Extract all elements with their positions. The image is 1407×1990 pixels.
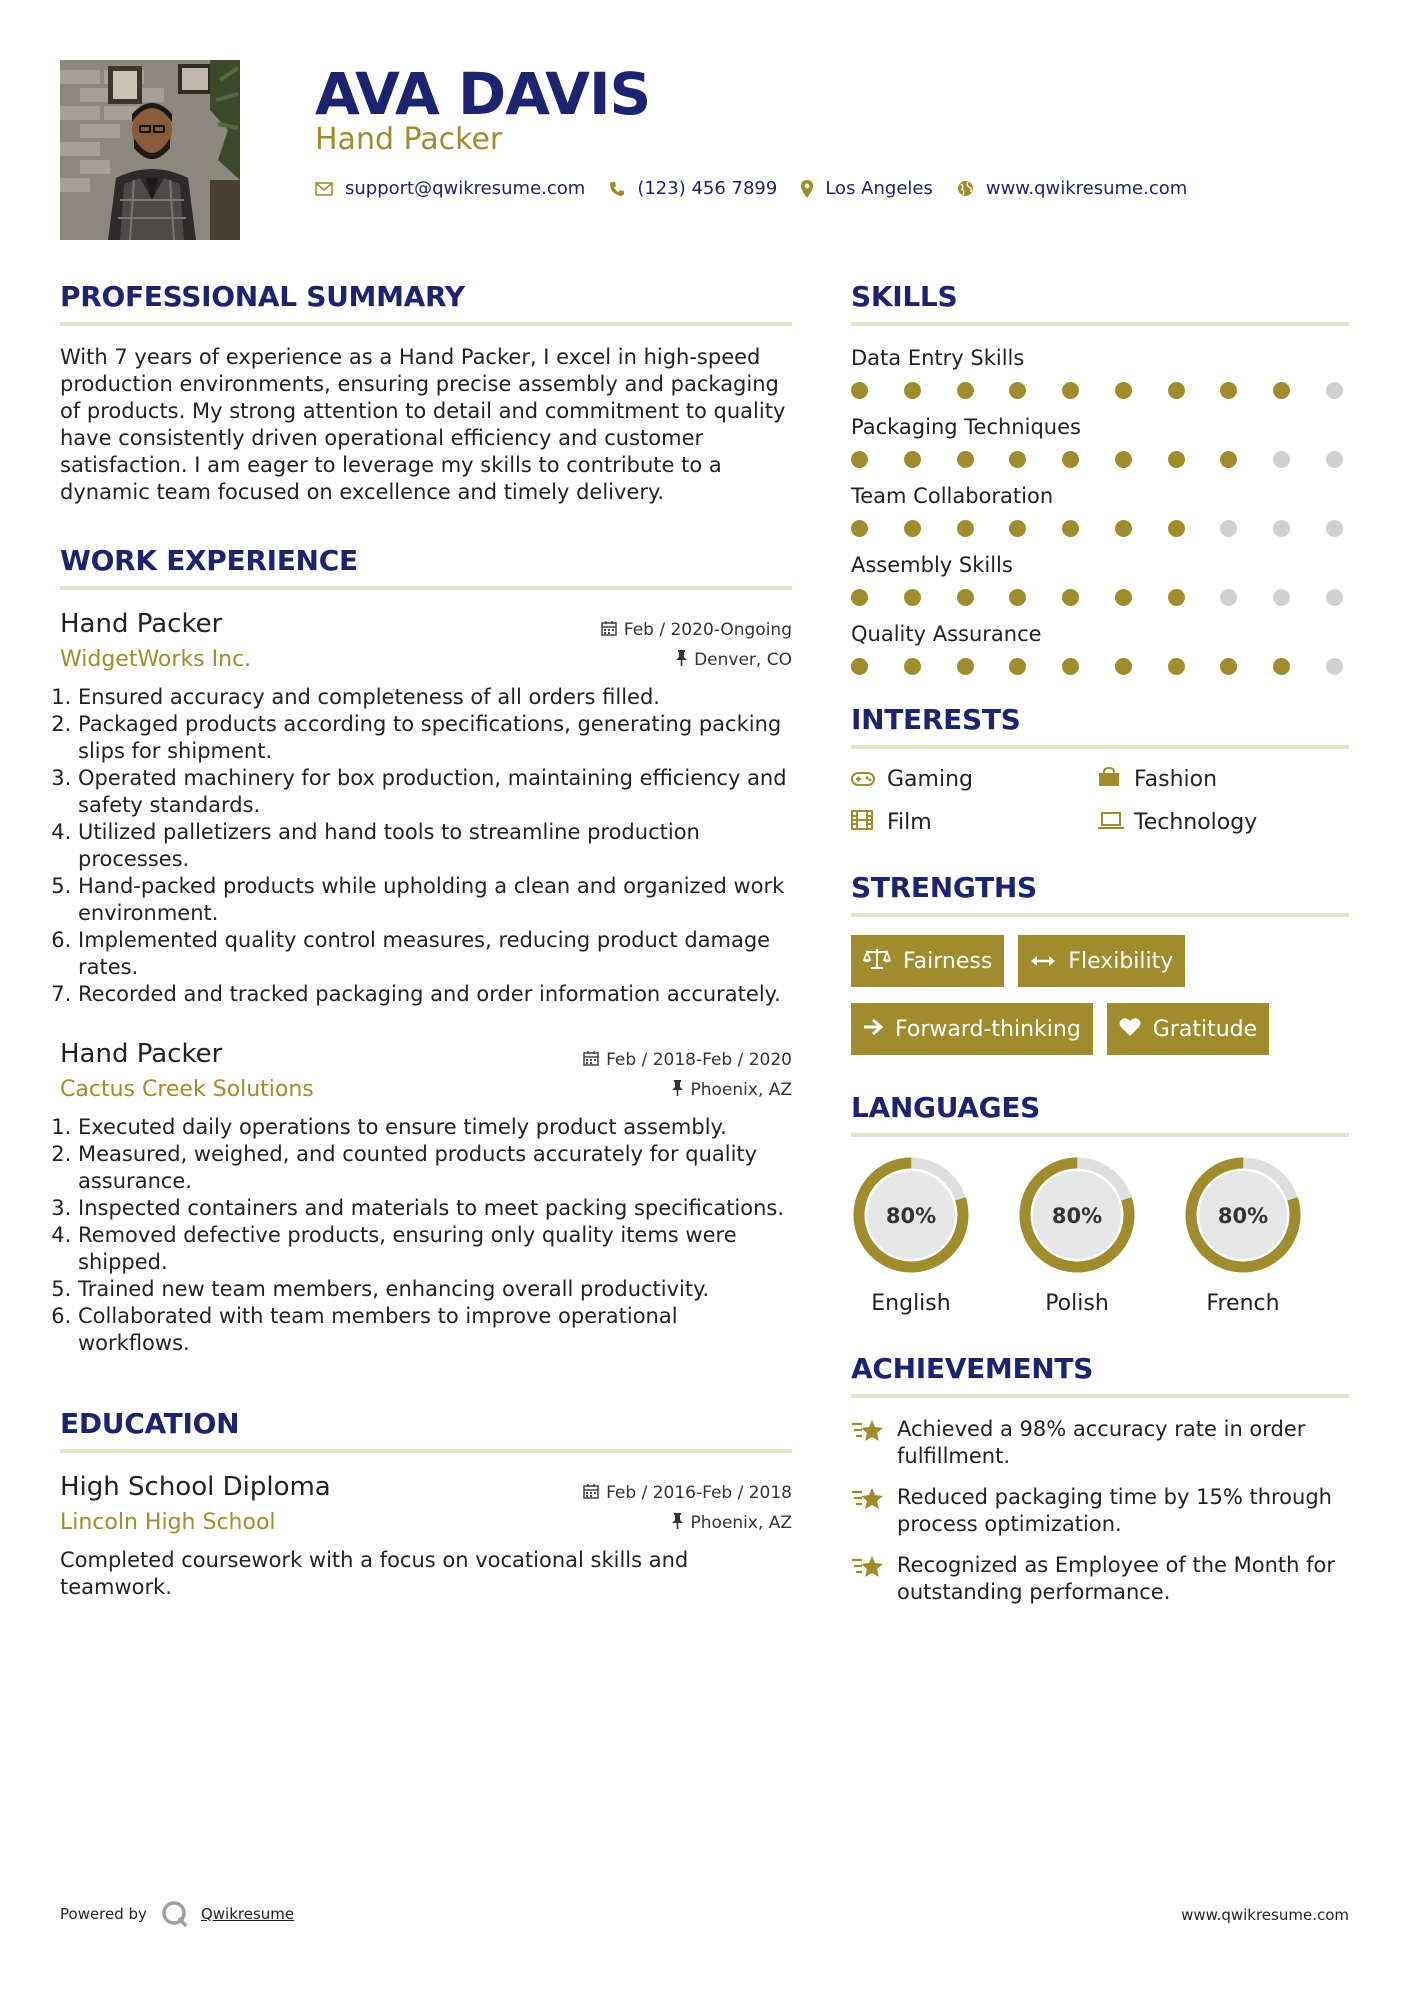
skill-name: Team Collaboration [851,484,1054,508]
gamepad-icon [851,768,887,792]
map-marker-icon [801,180,813,198]
rating-dot-filled [1273,658,1290,675]
section-divider [60,586,792,590]
left-column [60,280,792,1601]
duty-item: 7. Recorded and tracked packaging and order information accurately. [78,981,792,1008]
duties-list [60,1114,792,1357]
rating-dot-filled [904,589,921,606]
job-entry [60,608,792,1008]
achievement-item: Recognized as Employee of the Month for outstanding performance. [851,1552,1349,1606]
job-location: Phoenix, AZ [672,1080,792,1100]
rating-dot-filled [1220,658,1237,675]
rating-dot-filled [851,382,868,399]
skill-name: Data Entry Skills [851,346,1025,370]
rating-dot-filled [1168,589,1185,606]
rating-dot-filled [1115,520,1132,537]
rating-dot-filled [851,451,868,468]
company-name: WidgetWorks Inc. [60,647,252,672]
calendar-icon [601,620,617,640]
language-ring [1017,1155,1137,1275]
duty-item: 6. Collaborated with team members to improve operational workflows. [78,1303,792,1357]
contact-location [801,178,933,199]
candidate-name: AVA DAVIS [315,60,651,128]
achievements-section [851,1352,1349,1606]
language-name: French [1206,1291,1280,1316]
strength-tag: Forward-thinking [851,1003,1093,1055]
achievements-list [851,1416,1349,1606]
contact-email[interactable] [315,178,585,199]
rating-dot-filled [1168,520,1185,537]
contact-bar [315,178,1211,199]
section-divider [60,322,792,326]
strength-tag: Gratitude [1107,1003,1269,1055]
duty-item: 3. Inspected containers and materials to meet packing specifications. [78,1195,792,1222]
section-divider [851,322,1349,326]
skill-name: Quality Assurance [851,622,1042,646]
skill-name: Packaging Techniques [851,415,1081,439]
degree-title: High School Diploma [60,1472,331,1502]
calendar-icon [583,1483,599,1503]
rating-dot-filled [1062,658,1079,675]
rating-dot-filled [1009,520,1026,537]
rating-dot-empty [1220,520,1237,537]
rating-dot-empty [1273,520,1290,537]
interests-section [851,703,1349,835]
achievements-heading: ACHIEVEMENTS [851,1352,1094,1385]
rating-dot-filled [1168,658,1185,675]
education-date: Feb / 2016-Feb / 2018 [583,1483,792,1503]
duty-item: 2. Packaged products according to specifications, generating packing slips for shipment. [78,711,792,765]
rating-dot-empty [1326,451,1343,468]
education-description: Completed coursework with a focus on vocational skills and teamwork. [60,1548,689,1599]
language-name: Polish [1045,1291,1109,1316]
education-heading: EDUCATION [60,1407,240,1440]
job-entry [60,1038,792,1357]
rating-dot-filled [851,520,868,537]
rating-dot-empty [1326,520,1343,537]
contact-phone[interactable] [609,178,777,199]
company-name: Cactus Creek Solutions [60,1077,314,1102]
qwikresume-logo-icon [161,1900,189,1928]
rating-dot-filled [1220,382,1237,399]
language-item [1183,1155,1303,1316]
rating-dot-empty [1326,589,1343,606]
skill-item [851,551,1349,606]
skills-section [851,280,1349,675]
summary-heading: PROFESSIONAL SUMMARY [60,280,465,313]
skill-rating [851,382,1343,399]
language-percent: 80% [885,1204,937,1228]
skill-rating [851,658,1343,675]
achievement-item: Achieved a 98% accuracy rate in order fulfillment. [851,1416,1349,1470]
phone-icon [609,181,625,197]
section-divider [60,1449,792,1453]
rating-dot-filled [957,520,974,537]
duty-item: 2. Measured, weighed, and counted products accurately for quality assurance. [78,1141,792,1195]
shooting-star-icon [851,1418,897,1450]
summary-section [60,280,792,506]
language-item [1017,1155,1137,1316]
candidate-title: Hand Packer [315,122,503,157]
summary-text: With 7 years of experience as a Hand Packer, I excel in high-speed production environments, ensuring precise assembly and packaging of products. My strong attention to detail and commitment to quality have consistently driven operational efficiency and customer satisfaction. I am eager to leverage my skills to contribute to a dynamic team focused on excellence and timely delivery. [60,345,786,504]
rating-dot-filled [904,520,921,537]
pushpin-icon [676,650,687,670]
duty-item: 1. Ensured accuracy and completeness of all orders filled. [78,684,792,711]
job-location: Denver, CO [676,650,792,670]
rating-dot-filled [957,451,974,468]
rating-dot-filled [1062,520,1079,537]
rating-dot-empty [1220,589,1237,606]
skill-name: Assembly Skills [851,553,1013,577]
rating-dot-filled [904,658,921,675]
interests-heading: INTERESTS [851,703,1021,736]
rating-dot-filled [1009,382,1026,399]
language-percent: 80% [1217,1204,1269,1228]
footer-powered-by [60,1900,294,1928]
strength-tag: Fairness [851,935,1004,987]
qwikresume-link[interactable]: Qwikresume [200,1905,295,1923]
rating-dot-filled [957,589,974,606]
duty-item: 1. Executed daily operations to ensure timely product assembly. [78,1114,792,1141]
strengths-section [851,871,1349,1055]
rating-dot-filled [904,382,921,399]
profile-photo [60,60,240,240]
rating-dot-filled [957,658,974,675]
rating-dot-filled [851,658,868,675]
rating-dot-filled [1168,451,1185,468]
arrows-horizontal-icon [1030,949,1056,973]
pushpin-icon [672,1513,683,1533]
pushpin-icon [672,1080,683,1100]
section-divider [851,745,1349,749]
achievement-item: Reduced packaging time by 15% through process optimization. [851,1484,1349,1538]
heart-icon [1119,1017,1141,1042]
job-title: Hand Packer [60,609,223,639]
shooting-star-icon [851,1554,897,1586]
job-date: Feb / 2020-Ongoing [601,620,792,640]
rating-dot-filled [1062,451,1079,468]
phone-text: (123) 456 7899 [637,178,778,199]
film-icon [851,810,887,835]
rating-dot-filled [1009,451,1026,468]
rating-dot-filled [1009,589,1026,606]
envelope-icon [315,182,333,196]
interests-list [851,767,1349,835]
duty-item: 5. Hand-packed products while upholding a clean and organized work environment. [78,873,792,927]
shopping-bag-icon [1098,767,1134,792]
job-date: Feb / 2018-Feb / 2020 [583,1050,792,1070]
experience-section [60,544,792,1357]
job-title: Hand Packer [60,1039,223,1069]
skills-list [851,344,1349,675]
languages-list [851,1155,1349,1316]
skill-rating [851,589,1343,606]
skill-item [851,620,1349,675]
footer-website-link[interactable]: www.qwikresume.com [1181,1906,1349,1924]
skill-item [851,344,1349,399]
strengths-heading: STRENGTHS [851,871,1037,904]
rating-dot-filled [1115,451,1132,468]
interest-item: Technology [1098,810,1345,835]
balance-scale-icon [863,948,891,975]
languages-heading: LANGUAGES [851,1091,1041,1124]
duty-item: 6. Implemented quality control measures, reducing product damage rates. [78,927,792,981]
interest-item: Gaming [851,767,1098,792]
arrow-right-icon [863,1017,883,1041]
rating-dot-empty [1273,451,1290,468]
rating-dot-filled [1273,382,1290,399]
section-divider [851,1133,1349,1137]
education-location: Phoenix, AZ [672,1513,792,1533]
duty-item: 4. Removed defective products, ensuring only quality items were shipped. [78,1222,792,1276]
powered-by-text: Powered by [60,1905,147,1923]
calendar-icon [583,1050,599,1070]
duties-list [60,684,792,1008]
section-divider [851,913,1349,917]
globe-icon [957,180,974,197]
language-ring [1183,1155,1303,1275]
rating-dot-filled [1009,658,1026,675]
language-ring [851,1155,971,1275]
duty-item: 5. Trained new team members, enhancing overall productivity. [78,1276,792,1303]
strength-tag: Flexibility [1018,935,1185,987]
interest-item: Film [851,810,1098,835]
section-divider [851,1394,1349,1398]
rating-dot-filled [957,382,974,399]
duty-item: 3. Operated machinery for box production, maintaining efficiency and safety standards. [78,765,792,819]
language-percent: 80% [1051,1204,1103,1228]
language-name: English [871,1291,951,1316]
rating-dot-filled [1115,589,1132,606]
skill-item [851,413,1349,468]
skills-heading: SKILLS [851,280,958,313]
rating-dot-empty [1326,382,1343,399]
rating-dot-filled [1062,382,1079,399]
rating-dot-empty [1326,658,1343,675]
strengths-list [851,935,1349,1055]
shooting-star-icon [851,1486,897,1518]
rating-dot-filled [1220,451,1237,468]
location-text: Los Angeles [825,178,933,199]
rating-dot-filled [904,451,921,468]
interest-item: Fashion [1098,767,1345,792]
rating-dot-filled [1168,382,1185,399]
email-text: support@qwikresume.com [345,178,586,199]
experience-heading: WORK EXPERIENCE [60,544,358,577]
school-name: Lincoln High School [60,1510,276,1535]
contact-website[interactable] [957,178,1187,199]
website-text: www.qwikresume.com [985,178,1188,199]
right-column [851,280,1349,1620]
rating-dot-filled [1115,658,1132,675]
rating-dot-empty [1273,589,1290,606]
education-section [60,1407,792,1601]
skill-rating [851,451,1343,468]
skill-item [851,482,1349,537]
language-item [851,1155,971,1316]
languages-section [851,1091,1349,1316]
rating-dot-filled [851,589,868,606]
rating-dot-filled [1115,382,1132,399]
laptop-icon [1098,811,1134,835]
duty-item: 4. Utilized palletizers and hand tools to streamline production processes. [78,819,792,873]
rating-dot-filled [1062,589,1079,606]
skill-rating [851,520,1343,537]
